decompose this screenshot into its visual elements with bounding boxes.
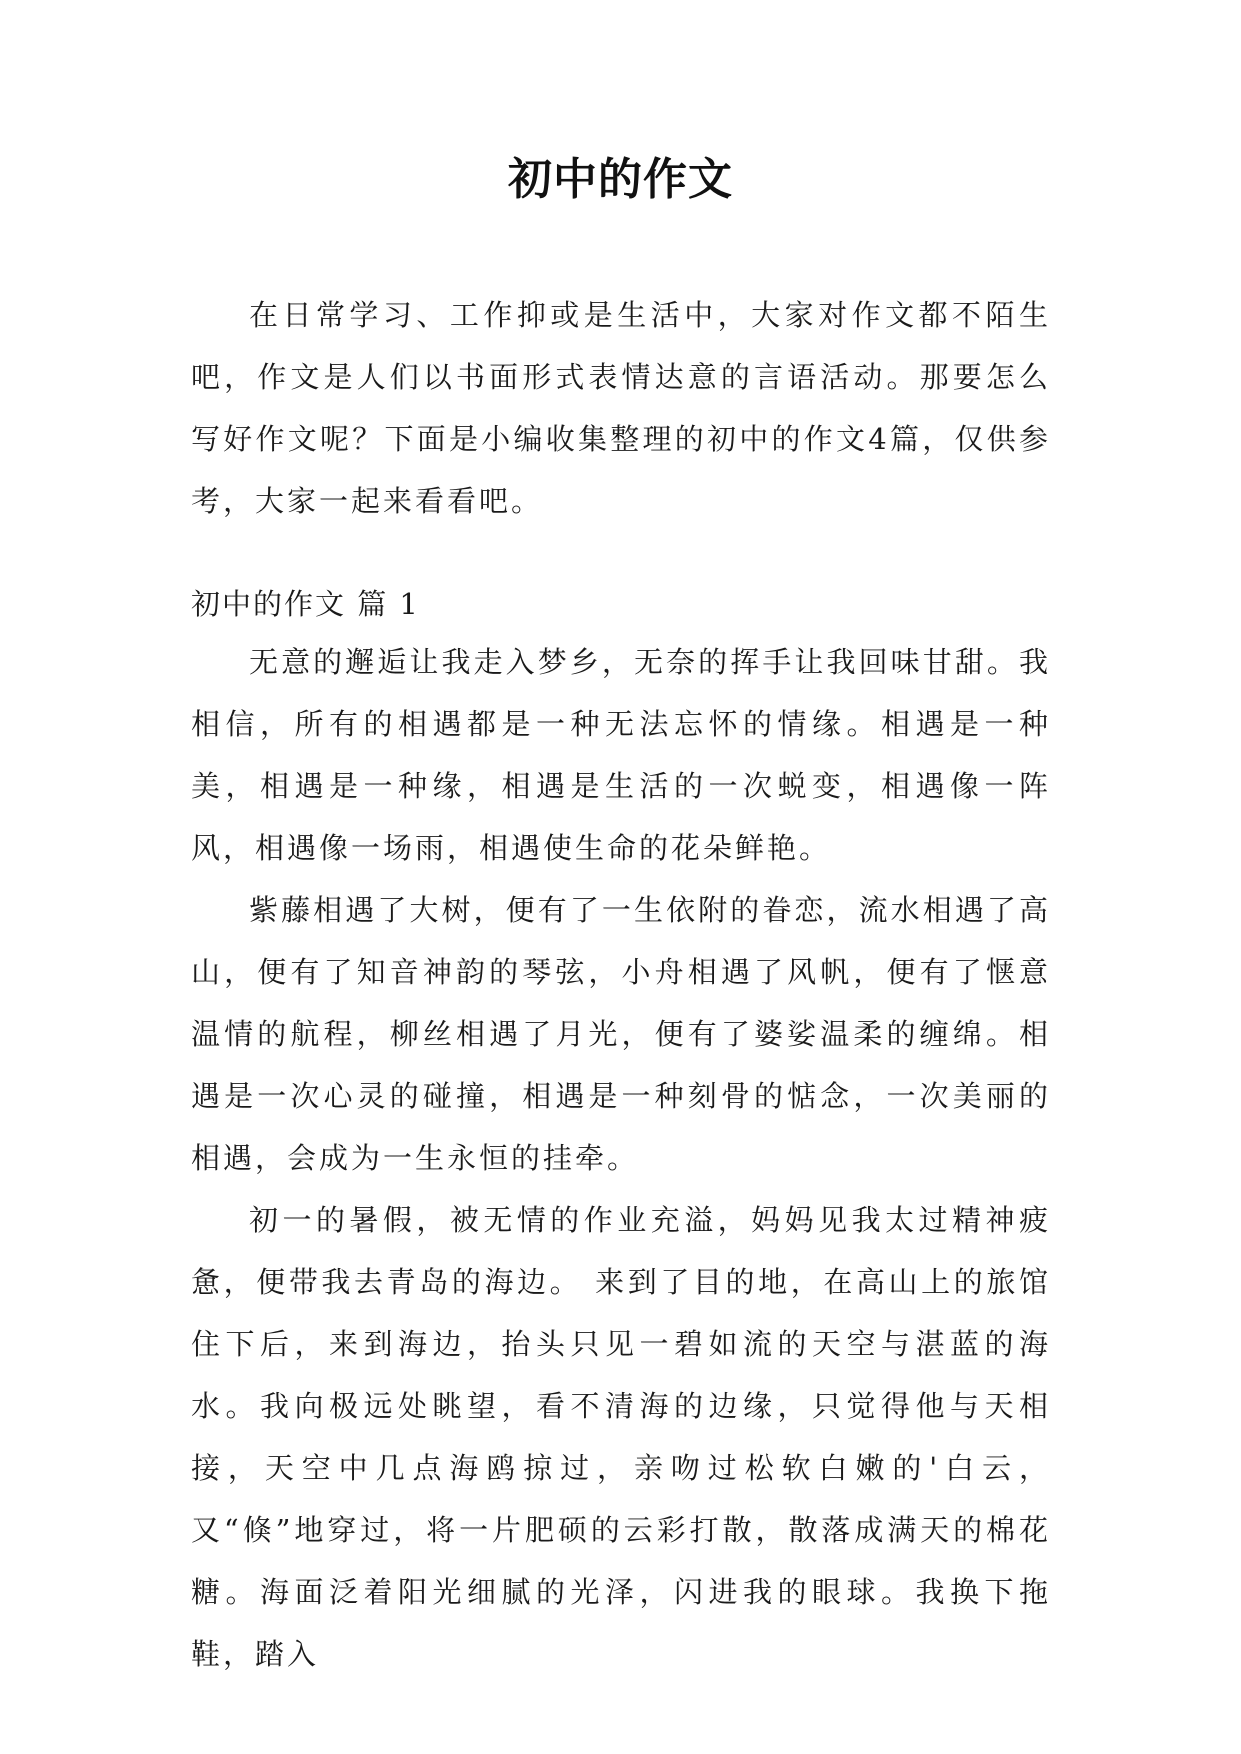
section-heading: 初中的作文 篇 1: [191, 587, 420, 621]
intro-block: [191, 284, 1051, 532]
article-body: [191, 631, 1051, 1685]
article-paragraph-3: 初一的暑假，被无情的作业充溢，妈妈见我太过精神疲惫，便带我去青岛的海边。 来到了目的地，在高山上的旅馆住下后，来到海边，抬头只见一碧如流的天空与湛蓝的海水。我向极远处眺望，看不清海的边缘，只觉得他与天相接，天空中几点海鸥掠过，亲吻过松软白嫩的'白云，又“倏”地穿过，将一片肥硕的云彩打散，散落成满天的棉花糖。海面泛着阳光细腻的光泽，闪进我的眼球。我换下拖鞋，踏入: [191, 1203, 1051, 1671]
article-paragraph-1: 无意的邂逅让我走入梦乡，无奈的挥手让我回味甘甜。我相信，所有的相遇都是一种无法忘怀的情缘。相遇是一种美，相遇是一种缘，相遇是生活的一次蜕变，相遇像一阵风，相遇像一场雨，相遇使生命的花朵鲜艳。: [191, 645, 1051, 865]
article-paragraph-2: 紫藤相遇了大树，便有了一生依附的眷恋，流水相遇了高山，便有了知音神韵的琴弦，小舟相遇了风帆，便有了惬意温情的航程，柳丝相遇了月光，便有了婆娑温柔的缠绵。相遇是一次心灵的碰撞，相遇是一种刻骨的惦念，一次美丽的相遇，会成为一生永恒的挂牵。: [191, 893, 1051, 1175]
intro-paragraph: 在日常学习、工作抑或是生活中，大家对作文都不陌生吧，作文是人们以书面形式表情达意的言语活动。那要怎么写好作文呢？下面是小编收集整理的初中的作文4篇，仅供参考，大家一起来看看吧。: [191, 298, 1051, 518]
page-title: 初中的作文: [508, 154, 733, 205]
